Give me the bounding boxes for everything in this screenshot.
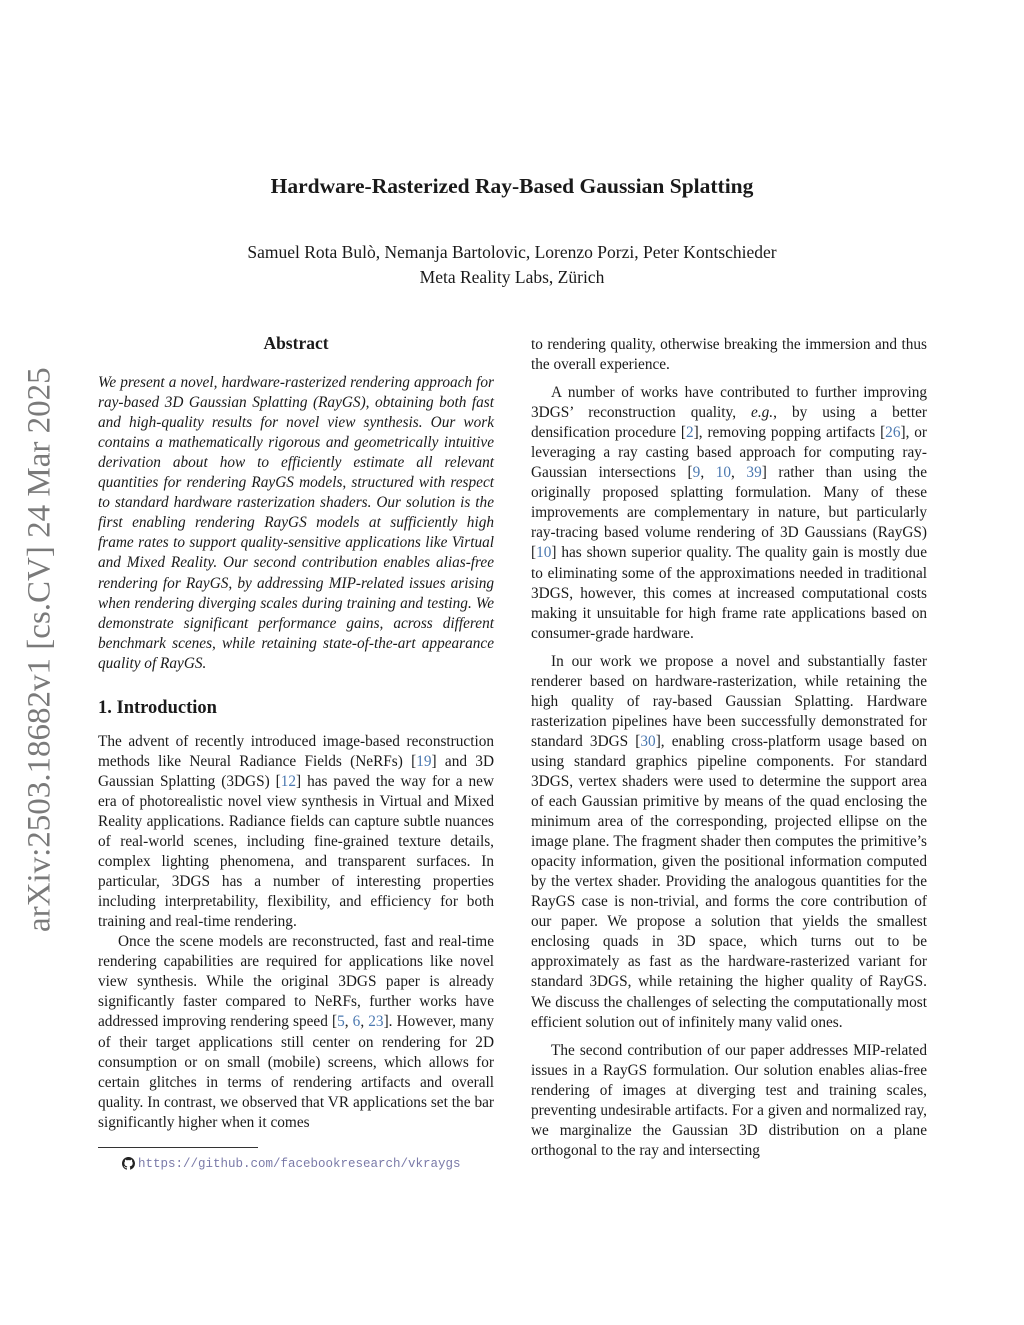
citation-link[interactable]: 6 [352,1013,361,1031]
arxiv-identifier: arXiv:2503.18682v1 [cs.CV] 24 Mar 2025 [21,367,58,933]
intro-paragraph-1: The advent of recently introduced image-based reconstruction methods like Neural Radiance Fields (NeRFs) [19] and 3D Gaussian Splatting (3DGS) [12] has paved the way for a new era of photorealistic novel view synthesis in Virtual and Mixed Reality applications. Radiance fields can capture subtle nuances of real-world scenes, including fine-grained texture details, complex lighting phenomena, and transparent surfaces. In particular, 3DGS has a number of interesting properties including interpretability, flexibility, and efficiency for both training and real-time rendering. [98,732,494,931]
right-column [531,335,927,1161]
citation-link[interactable]: 39 [746,464,762,482]
citation-link[interactable]: 2 [686,424,694,442]
left-column [98,333,494,1174]
abstract-text: We present a novel, hardware-rasterized rendering approach for ray-based 3D Gaussian Splatting (RayGS), obtaining both fast and high-quality results for novel view synthesis. Our work contains a mathematically rigorous and geometrically intuitive derivation about how to efficiently estimate all relevant quantities for rendering RayGS models, structured with respect to standard hardware rasterization shaders. Our solution is the first enabling rendering RayGS models at sufficiently high frame rates to support quality-sensitive applications like Virtual and Mixed Reality. Our second contribution enables alias-free rendering for RayGS, by addressing MIP-related issues arising when rendering diverging scales during training and testing. We demonstrate significant performance gains, across different benchmark scenes, while retaining state-of-the-art appearance quality of RayGS. [98,374,494,672]
author-names: Samuel Rota Bulò, Nemanja Bartolovic, Lorenzo Porzi, Peter Kontschieder [247,242,777,262]
citation-link[interactable]: 5 [337,1013,345,1031]
citation-link[interactable]: 19 [416,752,432,770]
citation-link[interactable]: 9 [692,464,701,482]
introduction-heading: 1. Introduction [98,697,217,718]
citation-link[interactable]: 10 [715,464,732,482]
citation-link[interactable]: 10 [536,544,552,562]
paper-title: Hardware-Rasterized Ray-Based Gaussian Splatting [270,174,754,198]
citation-link[interactable]: 26 [885,424,901,442]
github-icon [122,1157,135,1170]
intro-paragraph-6: The second contribution of our paper addresses MIP-related issues in a RayGS formulation. Our solution enables alias-free rendering of images at diverging test and training scales, preventing undesirable artifacts. For a given and normalized ray, we marginalize the Gaussian 3D distribution on a plane orthogonal to the ray and intersecting [531,1041,927,1159]
affiliation: Meta Reality Labs, Zürich [419,267,605,287]
intro-paragraph-4: A number of works have contributed to further improving 3DGS’ reconstruction quality, e.g., by using a better densification procedure [2], removing popping artifacts [26], or leveraging a ray casting based approach for computing ray-Gaussian intersections [9, 10, 39] rather than using the originally proposed splatting formulation. Many of these improvements are complementary in nature, but particularly ray-tracing based volume rendering of 3D Gaussians (RayGS) [10] has shown superior quality. The quality gain is mostly due to eliminating some of the approximations needed in traditional 3DGS, however, this comes at increased computational costs making it unsuitable for high frame rate applications based on consumer-grade hardware. [531,384,927,642]
intro-paragraph-3: to rendering quality, otherwise breaking the immersion and thus the overall experience. [531,336,927,374]
intro-paragraph-2: Once the scene models are reconstructed, fast and real-time rendering capabilities are required for applications like novel view synthesis. While the original 3DGS paper is already significantly faster compared to NeRFs, further works have addressed improving rendering speed [5, 6, 23]. However, many of their target applications still center on rendering for 2D consumption or on small (mobile) screens, which allows for certain glitches in terms of rendering artifacts and overall quality. In contrast, we observed that VR applications set the bar significantly higher when it comes [98,933,494,1131]
footnote-url[interactable]: https://github.com/facebookresearch/vkraygs [138,1156,461,1171]
abstract-heading: Abstract [263,333,329,353]
citation-link[interactable]: 30 [640,732,656,750]
footnote-divider [98,1147,258,1148]
abstract-section [98,333,494,674]
citation-link[interactable]: 12 [280,772,297,790]
author-block [0,240,1024,290]
citation-link[interactable]: 23 [368,1013,384,1031]
intro-paragraph-5: In our work we propose a novel and substantially faster renderer based on hardware-rasterization, while retaining the high quality of ray-based Gaussian Splatting. Hardware rasterization pipelines have been successfully demonstrated for standard 3DGS [30], enabling cross-platform usage based on using standard graphics pipeline components. For standard 3DGS, vertex shaders were used to determine the support area of each Gaussian primitive by means of the quad enclosing the minimum area of the corresponding, projected ellipse on the image plane. The fragment shader then computes the primitive’s opacity information, given the positional information computed by the vertex shader. Providing the analogous quantities for the RayGS case is non-trivial, and forms the core contribution of our paper. We propose a solution that yields the smallest enclosing quads in 3D space, which turns out to be approximately as fast as the hardware-rasterized variant for standard 3DGS, while retaining the higher quality of RayGS. We discuss the challenges of selecting the computationally most efficient solution out of infinitely many valid ones. [531,652,927,1031]
footnote[interactable] [98,1154,494,1174]
